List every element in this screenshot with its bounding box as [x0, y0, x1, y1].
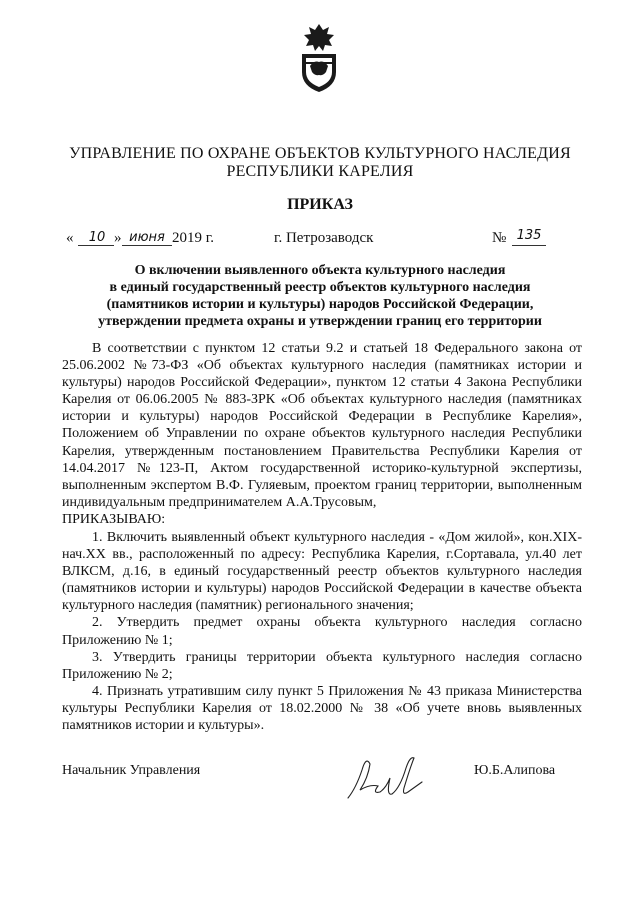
number-prefix: №	[492, 230, 507, 246]
title-line: в единый государственный реестр объектов культурного наследия	[109, 280, 531, 295]
order-word: ПРИКАЗЫВАЮ:	[62, 512, 166, 527]
handwritten-signature	[340, 746, 430, 806]
coat-of-arms-emblem	[296, 22, 342, 94]
document-title	[0, 262, 640, 330]
preamble-paragraph: В соответствии с пунктом 12 статьи 9.2 и статьей 18 Федерального закона от 25.06.2002 №73-ФЗ «Об объектах культурного наследия (памятниках истории и культуры) народов Российской Федерации», пунктом 12 статьи 4 Закона Республики Карелия от 06.06.2005 № 883-ЗРК «Об объектах культурного наследия (памятниках истории и культуры) народов Российской Федерации в Республике Карелия», Положением об Управлении по охране объектов культурного наследия Республики Карелия, утвержденным постановлением Правительства Республики Карелия от 14.04.2017 №123-П, Актом государственной историко-культурной экспертизы, выполненным экспертом В.Ф. Гуляевым, проектом границ территории, выполненным индивидуальным предпринимателем А.А.Трусовым,	[62, 341, 582, 510]
order-item: 1. Включить выявленный объект культурного наследия - «Дом жилой», кон.XIX-нач.XX вв., расположенный по адресу: Республика Карелия, г.Сортавала, ул.40 лет ВЛКСМ, д.16, в единый государственный реестр объектов культурного наследия (памятников истории и культуры) народов Российской Федерации в качестве объекта культурного наследия (памятник) регионального значения;	[62, 530, 582, 614]
date-year: 2019 г.	[172, 230, 214, 246]
document-meta-row	[62, 230, 582, 250]
order-item: 4. Признать утратившим силу пункт 5 Приложения № 43 приказа Министерства культуры Республики Карелия от 18.02.2000 № 38 «Об учете вновь выявленных памятников истории и культуры».	[62, 683, 582, 734]
document-number: 135	[516, 228, 542, 243]
date-quote-open: «	[66, 230, 74, 246]
organization-name-line-2: РЕСПУБЛИКИ КАРЕЛИЯ	[226, 163, 414, 180]
organization-name-line-1: УПРАВЛЕНИЕ ПО ОХРАНЕ ОБЪЕКТОВ КУЛЬТУРНОГО НАСЛЕДИЯ	[69, 145, 571, 162]
title-line: О включении выявленного объекта культурного наследия	[134, 263, 506, 278]
title-line: утверждении предмета охраны и утверждении границ его территории	[98, 314, 542, 329]
signatory-position: Начальник Управления	[62, 763, 201, 778]
order-item: 3. Утвердить границы территории объекта культурного наследия согласно Приложению № 2;	[62, 649, 582, 682]
order-item: 2. Утвердить предмет охраны объекта культурного наследия согласно Приложению № 1;	[62, 615, 582, 648]
signatory-name: Ю.Б.Алипова	[474, 763, 556, 778]
title-line: (памятников истории и культуры) народов Российской Федерации,	[106, 297, 534, 312]
date-month-underline	[122, 245, 172, 246]
city: г. Петрозаводск	[274, 230, 374, 246]
date-quote-close: »	[114, 230, 122, 246]
date-day-underline	[78, 245, 114, 246]
number-underline	[512, 245, 546, 246]
date-day: 10	[88, 230, 106, 245]
date-month: июня	[129, 230, 165, 245]
document-type-title: ПРИКАЗ	[287, 196, 353, 213]
order-items	[62, 529, 582, 734]
